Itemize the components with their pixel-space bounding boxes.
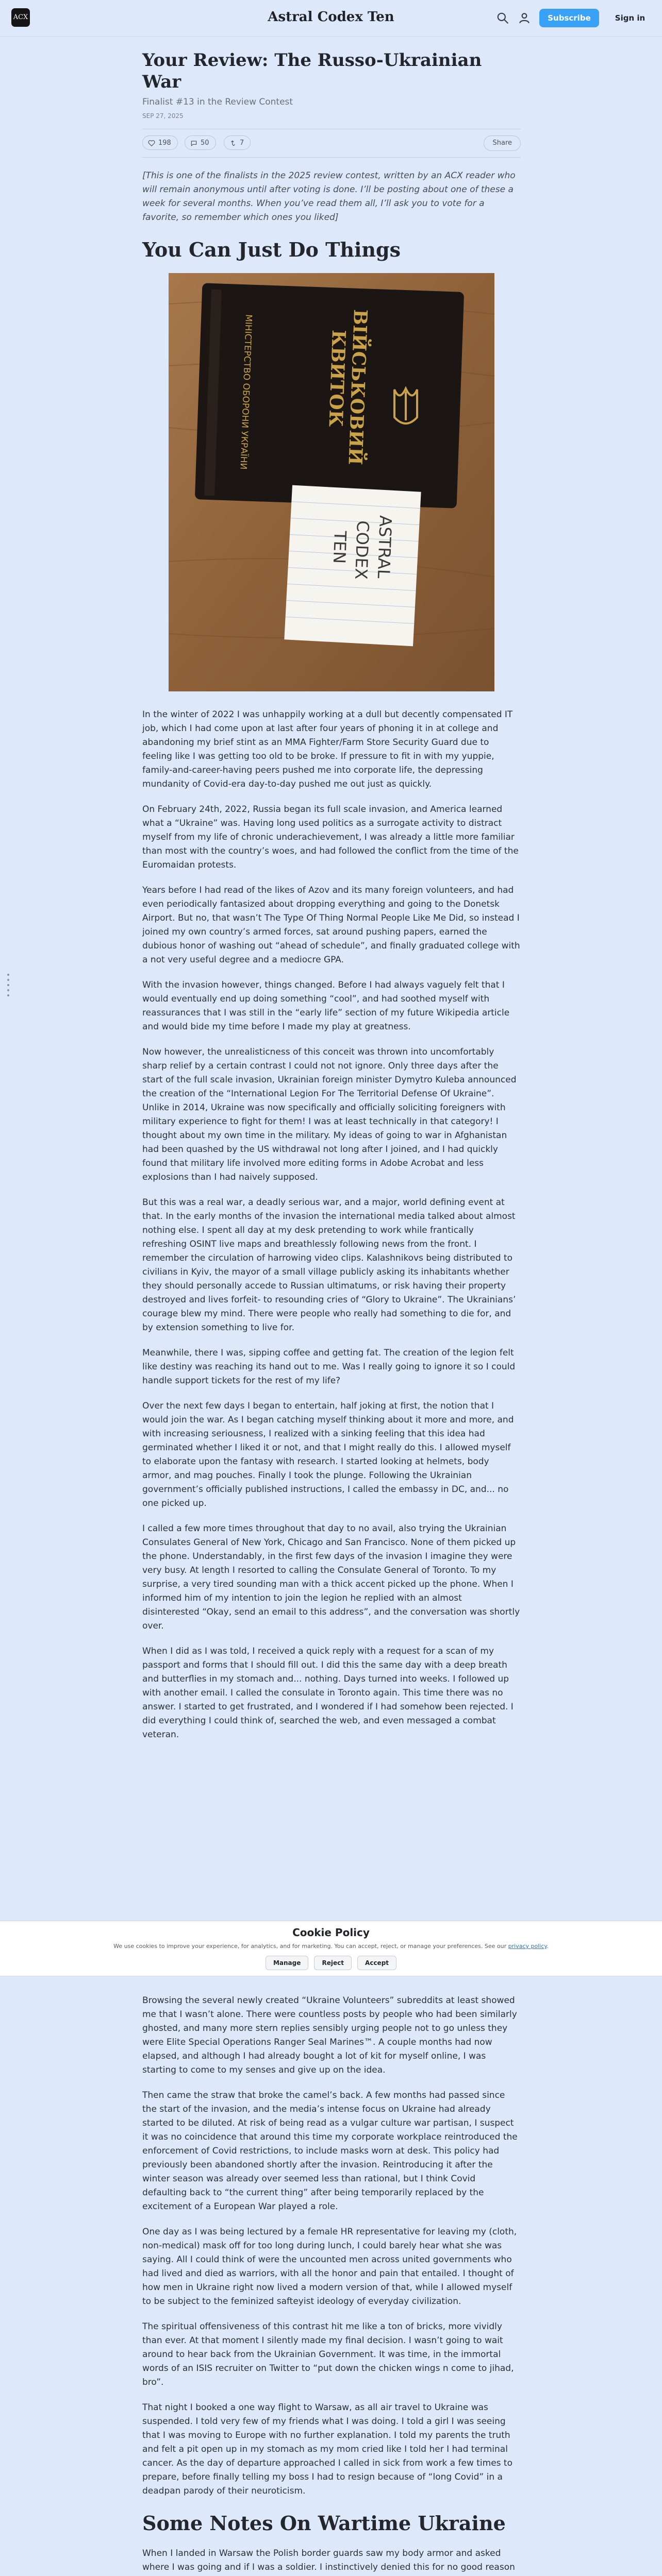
paragraph: Now however, the unrealisticness of this conceit was thrown into uncomfortably sharp relief by a certain contrast I could not not ignore. Only three days after the start of the full scale invasion, Ukrainian foreign minister Dymytro Kuleba announced the creation of the “International Legion For The Territorial Defense Of Ukraine”. Unlike in 2014, Ukraine was now specifically and officially soliciting foreigners with military experience to fight for them! I was at least technically in that category! I thought about my own time in the military. My ideas of going to war in Afghanistan had been quashed by the US withdrawal not long after I joined, and I had quickly found that military life involved more editing forms in Adobe Acrobat and less explosions than I had naively supposed. [142,1047,517,1182]
restack-count: 7 [240,139,244,147]
id-title-line2: КВИТОК [324,329,350,428]
comment-button[interactable] [185,135,216,150]
profile-icon[interactable] [518,11,531,25]
military-id-booklet [195,283,464,508]
id-title-line1: ВІЙСЬКОВИЙ [344,309,371,466]
cookie-banner [0,1921,662,1976]
cookie-accept-button[interactable]: Accept [357,1956,396,1970]
intro-note: [This is one of the finalists in the 2025 review contest, written by an ACX reader who will remain anonymous until after voting is done. I’ll be posting about one of these a week for several months. When you’ve read them all, I’ll ask you to vote for a favorite, so remember which ones you liked] [142,171,516,223]
paragraph: That night I booked a one way flight to Warsaw, as all air travel to Ukraine was suspended. I told very few of my friends what I was doing. I told a girl I was seeing that I was moving to Europe with no further explanation. I told my parents the truth and felt a pit open up in my stomach as my mom cried like I told her I had terminal cancer. As the day of departure approached I called in sick from work a few times to prepare, before finally telling my boss I had to resign because of “long Covid” in a deadpan parody of their neuroticism. [142,2402,512,2496]
publication-logo[interactable]: ACX [11,8,30,27]
like-button[interactable] [142,135,178,150]
article-photo[interactable] [169,273,494,691]
publication-name[interactable]: Astral Codex Ten [268,9,394,25]
cookie-text: We use cookies to improve your experience, for analytics, and for marketing. You can accept, reject, or manage your preferences. See our privacy policy. [113,1943,549,1950]
note-line-2: CODEX [351,520,373,580]
paragraph: In the winter of 2022 I was unhappily working at a dull but decently compensated IT job, which I had come upon at last after four years of phoning it in at college and abandoning my brief stint as an MMA Fighter/Farm Store Security Guard due to feeling like I was getting too old to be broke. If pressure to fit in with my yuppie, family-and-career-having peers pushed me into corporate life, the depressing mundanity of Covid-era day-to-day pushed me out just as quickly. [142,709,513,789]
note-line-1: ASTRAL [373,515,395,579]
post-subtitle: Finalist #13 in the Review Contest [142,97,293,107]
sign-in-button[interactable]: Sign in [615,13,646,23]
heart-icon [148,140,155,147]
search-icon[interactable] [496,11,509,25]
cookie-reject-button[interactable]: Reject [314,1956,351,1970]
subscribe-button[interactable]: Subscribe [539,9,599,27]
paragraph: One day as I was being lectured by a female HR representative for leaving my (cloth, non-medical) mask off for too long during lunch, I could barely hear what she was saying. All I could think of were the uncounted men across united governments who had lived and died as warriors, with all the honor and pain that entailed. I thought of how men in Ukraine right now lived a modern version of that, while I allowed myself to be subject to the feminized safteyist ideology of everyday civilization. [142,2227,517,2307]
paragraph: Over the next few days I began to entertain, half joking at first, the notion that I would join the war. As I began catching myself thinking about it more and more, and with increasing seriousness, I realized with a sinking feeling that this idea had germinated whether I liked it or not, and that I might really do this. I allowed myself to elaborate upon the fantasy with research. I started looking at helmets, body armor, and mag pouches. Finally I took the plunge. Following the Ukrainian government’s officially published instructions, I called the embassy in DC, and... no one picked up. [142,1401,514,1509]
body-paragraphs-a [142,708,521,1742]
paragraph: On February 24th, 2022, Russia began its full scale invasion, and America learned what a “Ukraine” was. Having long used politics as a surrogate activity to distract myself from my life of chronic underachievement, I was already a little more familiar than most with the country’s woes, and had followed the conflict from the time of the Euromaidan protests. [142,804,519,870]
paragraph: Meanwhile, there I was, sipping coffee and getting fat. The creation of the legion felt like destiny was reaching its hand out to me. Was I really going to ignore it so I could handle support tickets for the rest of my life? [142,1348,516,1386]
cookie-title: Cookie Policy [292,1926,370,1939]
restack-button[interactable] [224,135,251,150]
side-navigation-dots[interactable] [7,974,10,999]
like-count: 198 [158,139,171,147]
paragraph: Browsing the several newly created “Ukraine Volunteers” subreddits at least showed me that I wasn’t alone. There were countless posts by people who had been similarly ghosted, and many more stern replies sensibly urging people not to go unless they were Elite Special Operations Ranger Seal Marines™. A couple months had now elapsed, and although I had already bought a lot of kit for myself online, I was starting to come to my senses and give up on the idea. [142,1995,517,2075]
paragraph: When I did as I was told, I received a quick reply with a request for a scan of my passport and forms that I should fill out. I did this the same day with a deep breath and butterflies in my stomach and... nothing. Days turned into weeks. I followed up with another email. I called the consulate in Toronto again. This time there was no answer. I started to get frustrated, and I wondered if I had somehow been rejected. I did everything I could think of, searched the web, and even messaged a combat veteran. [142,1646,514,1740]
privacy-policy-link[interactable]: privacy policy [508,1943,547,1950]
note-line-3: TEN [329,530,350,564]
paragraph: I called a few more times throughout that day to no avail, also trying the Ukrainian Consulates General of New York, Chicago and San Francisco. None of them picked up the phone. Understandably, in the first few days of the invasion I imagine they were very busy. At length I resorted to calling the Consulate General of Toronto. To my surprise, a very tired sounding man with a thick accent picked up the phone. When I informed him of my intention to join the legion he replied with an almost disinterested “Okay, send an email to this address”, and the conversation was shortly over. [142,1523,520,1631]
photo-illustration [169,273,494,691]
id-spine-text: МІНІСТЕРСТВО ОБОРОНИ УКРАЇНИ [238,314,254,470]
comment-icon [190,140,197,147]
cookie-manage-button[interactable]: Manage [266,1956,308,1970]
comment-count: 50 [201,139,209,147]
post-actions [142,129,521,158]
paragraph: With the invasion however, things changed. Before I had always vaguely felt that I would eventually end up doing something “cool”, and had soothed myself with reassurances that I was still in the “early life” section of my future Wikipedia article and would bide my time before I made my play at greatness. [142,980,510,1032]
handwritten-note [284,485,421,647]
paragraph: But this was a real war, a deadly serious war, and a major, world defining event at that. In the early months of the invasion the international media talked about almost nothing else. I spent all day at my desk pretending to work while frantically refreshing OSINT live maps and breathlessly following news from the front. I remember the circulation of harrowing video clips. Kalashnikovs being distributed to civilians in Kyiv, the mayor of a small village publicly asking its inhabitants whether they should personally accede to Russian ultimatums, or risk having their property destroyed and lives forfeit- to resounding cries of “Glory to Ukraine”. The Ukrainians’ courage blew my mind. There were people who really had something to die for, and by extension something to live for. [142,1197,516,1333]
top-bar [0,0,662,37]
paragraph: When I landed in Warsaw the Polish border guards saw my body armor and asked where I was going and if I was a soldier. I instinctively denied this for no good reason [142,2548,515,2572]
section-heading-2: Some Notes On Wartime Ukraine [142,2512,506,2535]
post-title: Your Review: The Russo-Ukrainian War [142,50,482,92]
paragraph: The spiritual offensiveness of this contrast hit me like a ton of bricks, more vividly than ever. At that moment I silently made my final decision. I wasn’t going to wait around to hear back from the Ukrainian Government. It was time, in the immortal words of an ISIS recruiter on Twitter to “put down the chicken wings n come to jihad, bro”. [142,2321,514,2387]
post-date: SEP 27, 2025 [142,112,184,120]
article-continued [142,1994,521,2576]
share-button[interactable]: Share [484,135,521,151]
section-heading-1: You Can Just Do Things [142,238,401,261]
restack-icon [229,140,237,147]
paragraph: Then came the straw that broke the camel’s back. A few months had passed since the start of the invasion, and the media’s intense focus on Ukraine had already started to be diluted. At risk of being read as a vulgar culture war partisan, I suspect it was no coincidence that around this time my corporate workplace reintroduced the enforcement of Covid restrictions, to include masks worn at desk. This policy had previously been abandoned shortly after the invasion. Reintroducing it after the winter season was already over seemed less than rational, but I think Covid defaulting back to “the current thing” after being temporarily replaced by the excitement of a European War played a role. [142,2090,518,2212]
paragraph: Years before I had read of the likes of Azov and its many foreign volunteers, and had even periodically fantasized about dropping everything and going to the Donetsk Airport. But no, that wasn’t The Type Of Thing Normal People Like Me Did, so instead I joined my own country’s armed forces, sat around pushing papers, earned the dubious honor of washing out “ahead of schedule”, and finally graduated college with a not very useful degree and a mediocre GPA. [142,885,520,965]
article [142,49,521,1753]
